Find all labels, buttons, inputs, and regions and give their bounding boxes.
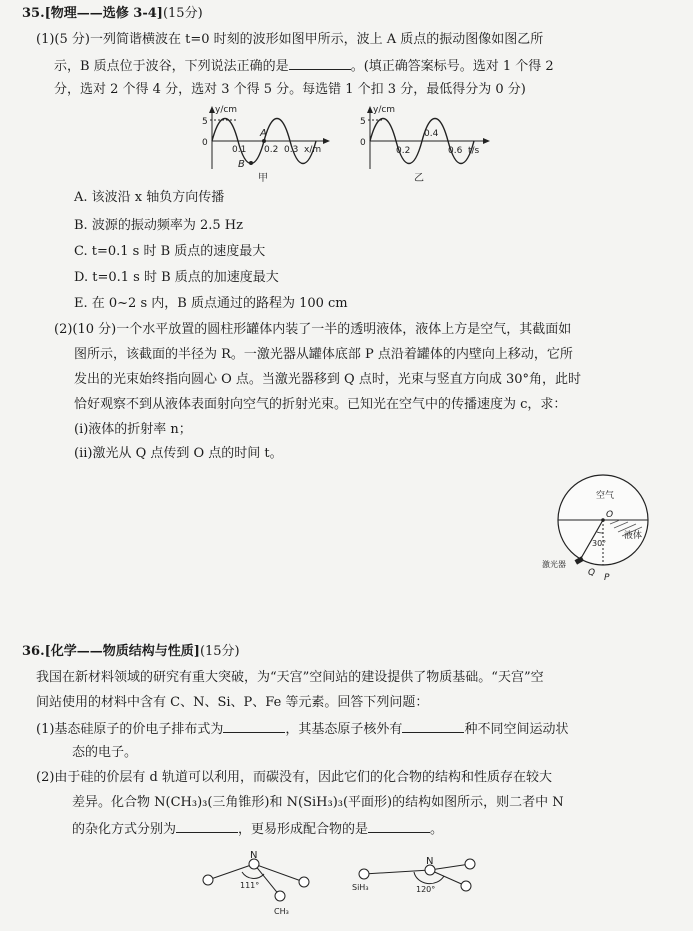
mol1-angle-label: 111° — [240, 881, 260, 890]
q36-number: 36. — [22, 644, 45, 659]
yi-tick-2: 0.6 — [448, 146, 463, 156]
yi-tick-1: 0.4 — [424, 129, 439, 139]
mol2-n-label: N — [426, 856, 434, 867]
mol2-atom-upper-right — [465, 859, 475, 869]
q36-intro-line2: 间站使用的材料中含有 C、N、Si、P、Fe 等元素。回答下列问题： — [36, 695, 429, 710]
jia-point-b — [249, 161, 253, 165]
jia-y-label: y/cm — [215, 105, 238, 115]
q36-part2-line3 — [72, 820, 443, 838]
q36-heading — [22, 644, 240, 660]
q35-points: (15分) — [162, 6, 203, 21]
q35-part1-text-b: 。(填正确答案标号。选对 1 个得 2 — [350, 59, 554, 74]
figure-yi — [358, 103, 498, 184]
mol1-atom-left — [203, 875, 213, 885]
q36-points: (15分) — [199, 644, 240, 659]
q36-title: [化学——物质结构与性质] — [44, 644, 200, 659]
q35-option-c: C. t=0.1 s 时 B 质点的速度最大 — [74, 244, 266, 259]
mol2-angle-label: 120° — [416, 885, 436, 894]
mol2-group-label: SiH₃ — [352, 883, 369, 892]
figure-tank — [542, 470, 658, 590]
q35-part1-line2 — [54, 57, 554, 75]
q36-part1-line1 — [36, 720, 568, 738]
q35-title: [物理——选修 3-4] — [44, 6, 163, 21]
jia-label-a: A — [260, 128, 267, 139]
figure-molecule-nch3 — [196, 848, 336, 923]
mol1-atom-right — [299, 877, 309, 887]
jia-y-value: 5 — [202, 117, 208, 127]
q36-blank-3[interactable] — [176, 820, 238, 833]
tank-air-label: 空气 — [596, 491, 615, 501]
q35-part2-line4: 恰好观察不到从液体表面射向空气的折射光束。已知光在空气中的传播速度为 c，求： — [74, 397, 567, 412]
mol1-n-label: N — [250, 850, 258, 861]
yi-caption: 乙 — [414, 173, 424, 184]
figure-molecule-nsih3 — [350, 856, 490, 916]
jia-origin: 0 — [202, 138, 208, 148]
tank-angle-label: 30° — [592, 539, 607, 548]
q35-part1-text-a: 示，B 质点位于波谷，下列说法正确的是 — [54, 59, 289, 74]
yi-y-label: y/cm — [373, 105, 396, 115]
q35-option-b: B. 波源的振动频率为 2.5 Hz — [74, 218, 243, 233]
q35-sub2: (ⅱ)激光从 Q 点传到 O 点的时间 t。 — [74, 446, 283, 461]
q35-sub1: (ⅰ)液体的折射率 n； — [74, 422, 192, 437]
q36-part2-text-a: 的杂化方式分别为 — [72, 822, 177, 837]
q35-answer-blank[interactable] — [289, 57, 351, 70]
figure-jia — [198, 103, 338, 184]
q35-part2-line1: (2)(10 分)一个水平放置的圆柱形罐体内装了一半的透明液体，液体上方是空气，其截面如 — [54, 322, 572, 337]
tank-p-label: P — [604, 573, 610, 583]
q36-blank-1[interactable] — [223, 720, 285, 733]
tank-q-label: Q — [588, 568, 596, 578]
jia-label-b: B — [238, 159, 245, 170]
yi-x-label: t/s — [468, 146, 480, 156]
mol2-atom-lower-right — [461, 881, 471, 891]
mol1-group-label: CH₃ — [274, 907, 289, 916]
yi-origin: 0 — [360, 138, 366, 148]
q35-part2-line3: 发出的光束始终指向圆心 O 点。当激光器移到 Q 点时，光束与竖直方向成 30°角，此时 — [74, 372, 582, 387]
tank-center-label: O — [606, 510, 614, 520]
q35-heading — [22, 6, 203, 22]
q35-option-d: D. t=0.1 s 时 B 质点的加速度最大 — [74, 270, 279, 285]
q35-number: 35. — [22, 6, 45, 21]
mol1-atom-down — [275, 891, 285, 901]
q36-part2-line2: 差异。化合物 N(CH₃)₃(三角锥形)和 N(SiH₃)₃(平面形)的结构如图所示，则二者中 N — [72, 795, 564, 810]
jia-tick-0: 0.1 — [232, 145, 247, 155]
q36-intro-line1: 我国在新材料领域的研究有重大突破，为“天宫”空间站的建设提供了物质基础。“天宫”空 — [36, 670, 544, 685]
q36-part2-text-c: 。 — [430, 822, 444, 837]
jia-tick-1: 0.2 — [264, 145, 279, 155]
q36-part2-text-b: ，更易形成配合物的是 — [238, 822, 369, 837]
q36-part2-line1: (2)由于硅的价层有 d 轨道可以利用，而碳没有，因此它们的化合物的结构和性质存在较大 — [36, 770, 553, 785]
tank-center-point — [601, 518, 605, 522]
jia-x-label: x/m — [304, 145, 322, 155]
q36-part1-line2: 态的电子。 — [72, 745, 138, 760]
q36-blank-4[interactable] — [368, 820, 430, 833]
q35-part2-line2: 图所示，该截面的半径为 R。一激光器从罐体底部 P 点沿着罐体的内壁向上移动，它所 — [74, 347, 573, 362]
q35-part1-line1: (1)(5 分)一列简谐横波在 t=0 时刻的波形如图甲所示，波上 A 质点的振动图像如图乙所 — [36, 32, 544, 47]
q35-option-e: E. 在 0~2 s 内，B 质点通过的路程为 100 cm — [74, 296, 348, 311]
q36-part1-text-b: ，其基态原子核外有 — [285, 722, 403, 737]
yi-y-value: 5 — [360, 117, 366, 127]
q36-blank-2[interactable] — [402, 720, 464, 733]
tank-liquid-label: 液体 — [624, 531, 643, 541]
tank-laser-label: 激光器 — [542, 560, 566, 569]
jia-caption: 甲 — [258, 173, 268, 184]
yi-tick-0: 0.2 — [396, 146, 411, 156]
q36-part1-text-a: (1)基态硅原子的价电子排布式为 — [36, 722, 224, 737]
mol2-atom-left — [359, 869, 369, 879]
q35-part1-line3: 分，选对 2 个得 4 分，选对 3 个得 5 分。每选错 1 个扣 3 分，最低得分为 0 分) — [54, 82, 526, 97]
q36-part1-text-c: 种不同空间运动状 — [464, 722, 569, 737]
jia-tick-2: 0.3 — [284, 145, 299, 155]
jia-point-a — [262, 139, 266, 143]
q35-option-a: A. 该波沿 x 轴负方向传播 — [74, 190, 225, 205]
